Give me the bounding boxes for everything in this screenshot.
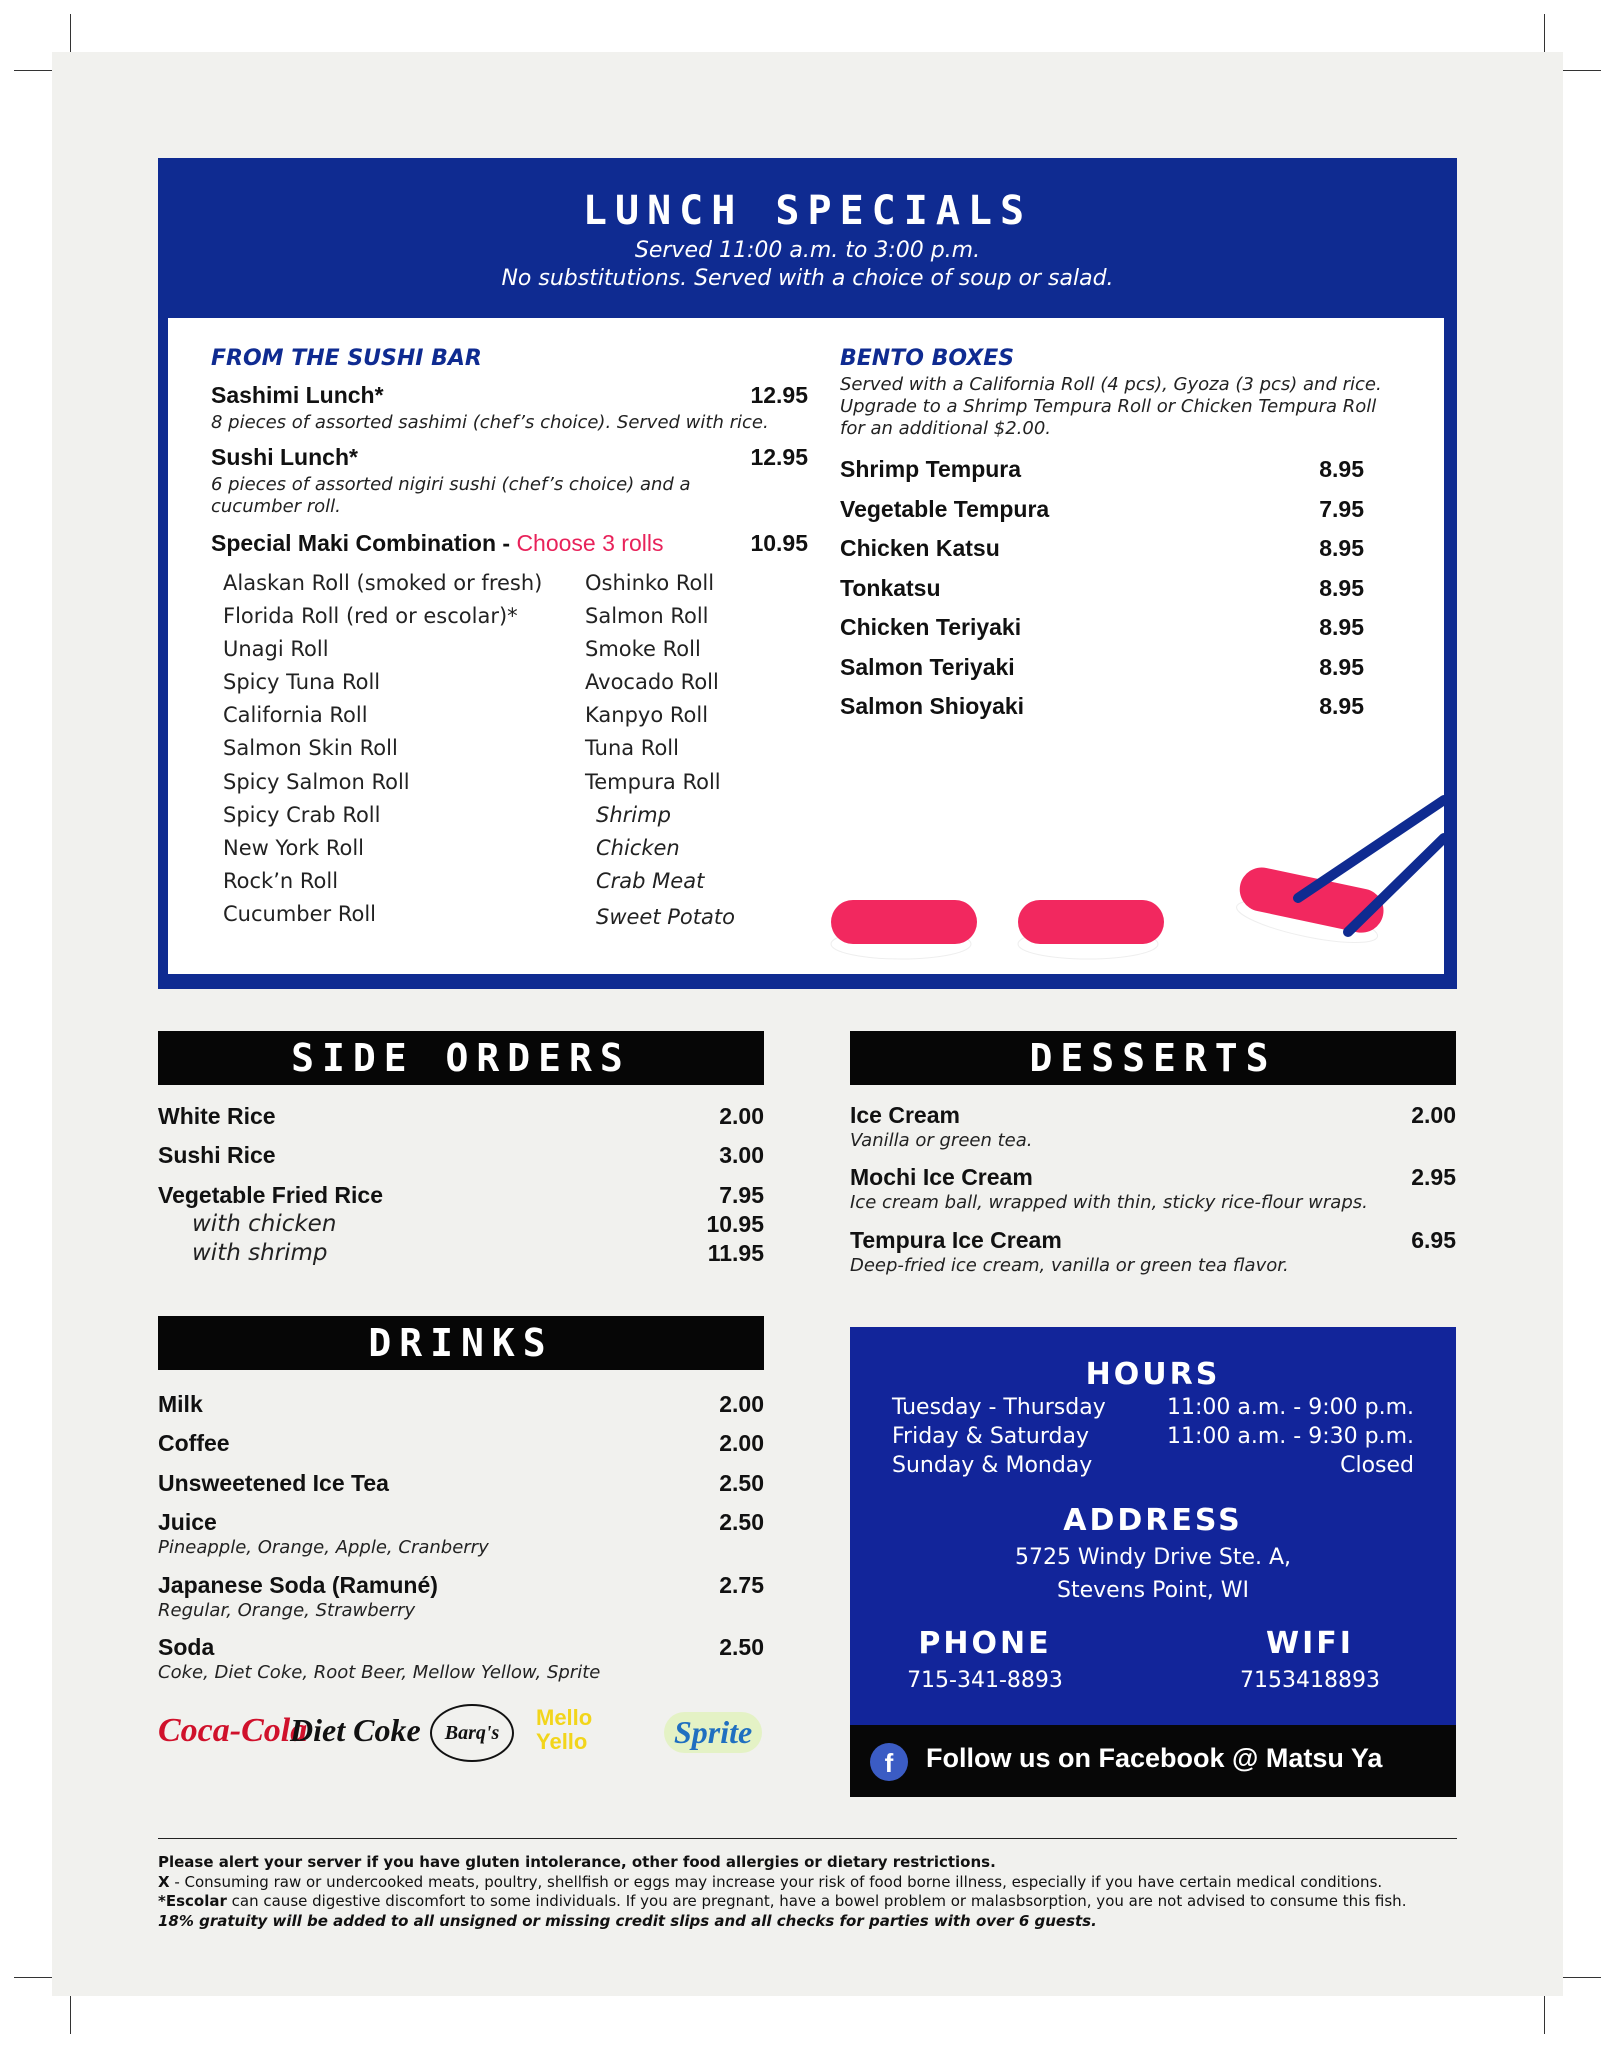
bento-desc: Upgrade to a Shrimp Tempura Roll or Chicken Tempura Roll <box>840 396 1377 417</box>
drink-item-price: 2.50 <box>719 1470 764 1496</box>
footer-line: 18% gratuity will be added to all unsigned or missing credit slips and all checks for parties with over 6 guests. <box>158 1911 1097 1930</box>
roll-item: Alaskan Roll (smoked or fresh) <box>223 571 543 595</box>
drink-item-name: Coffee <box>158 1430 230 1456</box>
footer-line <box>158 1873 1457 1893</box>
bento-item-price: 8.95 <box>1319 456 1364 482</box>
drink-item-name: Soda <box>158 1634 215 1660</box>
dessert-item-price: 6.95 <box>1411 1227 1456 1253</box>
sashimi-lunch-desc: 8 pieces of assorted sashimi (chef’s choice). Served with rice. <box>211 412 769 433</box>
drink-item-name: Juice <box>158 1509 217 1535</box>
side-item-name: White Rice <box>158 1103 276 1129</box>
drink-item-price: 2.75 <box>719 1572 764 1598</box>
desserts-title: DESSERTS <box>850 1031 1456 1085</box>
wifi-password: 7153418893 <box>1240 1668 1380 1693</box>
sushi-lunch-name: Sushi Lunch* <box>211 444 358 470</box>
drink-item-desc: Regular, Orange, Strawberry <box>158 1600 416 1621</box>
tempura-option: Chicken <box>596 836 680 860</box>
tempura-option: Sweet Potato <box>596 905 735 929</box>
maki-combination-label: Special Maki Combination - <box>211 530 517 556</box>
drink-item-name: Japanese Soda (Ramuné) <box>158 1572 438 1598</box>
bento-item-name: Shrimp Tempura <box>840 456 1022 482</box>
bento-heading: BENTO BOXES <box>840 346 1015 371</box>
lunch-inner-card <box>168 318 1444 974</box>
barqs-logo <box>430 1704 514 1762</box>
drink-item-price: 2.50 <box>719 1634 764 1660</box>
side-subitem-price: 11.95 <box>707 1240 764 1266</box>
hours-time: 11:00 a.m. - 9:30 p.m. <box>1167 1424 1414 1449</box>
lunch-specials-panel <box>158 158 1457 989</box>
footer-escolar-marker: *Escolar <box>158 1892 227 1910</box>
crop-mark <box>1557 70 1601 71</box>
side-item-price: 2.00 <box>719 1103 764 1129</box>
sushi-lunch-desc: cucumber roll. <box>211 496 341 517</box>
nigiri-sushi-with-chopsticks <box>1233 800 1444 951</box>
bento-item-name: Tonkatsu <box>840 575 941 601</box>
side-orders-title: SIDE ORDERS <box>158 1031 764 1085</box>
roll-item: Salmon Skin Roll <box>223 736 398 760</box>
lunch-subtitle: Served 11:00 a.m. to 3:00 p.m. <box>634 238 981 263</box>
hours-days: Tuesday - Thursday <box>892 1395 1106 1420</box>
chopstick <box>1298 800 1444 898</box>
roll-item: Tempura Roll <box>585 770 721 794</box>
crop-mark <box>70 1990 71 2034</box>
side-item-price: 7.95 <box>719 1182 764 1208</box>
roll-item: Tuna Roll <box>585 736 679 760</box>
lunch-subtitle: No substitutions. Served with a choice of soup or salad. <box>501 266 1114 291</box>
footer-line <box>158 1892 1457 1912</box>
bento-item-price: 8.95 <box>1319 575 1364 601</box>
tempura-option: Shrimp <box>596 803 671 827</box>
info-panel <box>850 1327 1456 1797</box>
roll-item: Spicy Crab Roll <box>223 803 381 827</box>
dessert-item-desc: Vanilla or green tea. <box>850 1130 1033 1151</box>
mello-yello-logo-text: Mello Yello <box>536 1706 593 1754</box>
roll-item: Avocado Roll <box>585 670 719 694</box>
roll-item: Spicy Tuna Roll <box>223 670 381 694</box>
bento-item-name: Chicken Teriyaki <box>840 614 1022 640</box>
sashimi-lunch-price: 12.95 <box>750 382 808 408</box>
dessert-item-price: 2.00 <box>1411 1102 1456 1128</box>
tempura-option: Crab Meat <box>596 869 705 893</box>
roll-item: Kanpyo Roll <box>585 703 709 727</box>
roll-item: New York Roll <box>223 836 365 860</box>
roll-item: Rock’n Roll <box>223 869 339 893</box>
facebook-bar[interactable] <box>850 1725 1456 1797</box>
side-subitem-name: with chicken <box>192 1211 337 1237</box>
bento-item-name: Chicken Katsu <box>840 535 1000 561</box>
bento-item-price: 8.95 <box>1319 654 1364 680</box>
crop-mark <box>1557 1977 1601 1978</box>
bento-item-name: Vegetable Tempura <box>840 496 1050 522</box>
side-subitem-price: 10.95 <box>706 1211 764 1237</box>
facebook-text: Follow us on Facebook @ Matsu Ya <box>926 1743 1383 1773</box>
footer-line-text: - Consuming raw or undercooked meats, poultry, shellfish or eggs may increase your risk of food borne illness, especially if you have certain medical conditions. <box>169 1872 1383 1891</box>
address-line: Stevens Point, WI <box>1057 1578 1249 1603</box>
facebook-icon: f <box>870 1743 908 1781</box>
sushi-illustration <box>828 718 1444 974</box>
choose-rolls-note: Choose 3 rolls <box>516 530 664 556</box>
roll-item: Unagi Roll <box>223 637 329 661</box>
address-line: 5725 Windy Drive Ste. A, <box>1014 1545 1292 1570</box>
sushi-bar-heading: FROM THE SUSHI BAR <box>211 346 482 371</box>
drink-item-desc: Pineapple, Orange, Apple, Cranberry <box>158 1537 489 1558</box>
dessert-item-name: Tempura Ice Cream <box>850 1227 1062 1253</box>
lunch-title: LUNCH SPECIALS <box>582 188 1033 234</box>
barqs-logo-text: Barq's <box>444 1722 500 1744</box>
roll-item: Florida Roll (red or escolar)* <box>223 604 518 628</box>
dessert-item-price: 2.95 <box>1411 1164 1456 1190</box>
phone-title: PHONE <box>918 1626 1052 1661</box>
bento-item-name: Salmon Teriyaki <box>840 654 1015 680</box>
drink-item-desc: Coke, Diet Coke, Root Beer, Mellow Yellow, Sprite <box>158 1662 601 1683</box>
roll-item: Cucumber Roll <box>223 902 377 926</box>
wifi-title: WIFI <box>1266 1626 1354 1661</box>
nigiri-sushi <box>831 900 977 959</box>
hours-title: HOURS <box>1085 1357 1221 1392</box>
footer-line-text: can cause digestive discomfort to some individuals. If you are pregnant, have a bowel problem or malasbsorption, you are not advised to consume this fish. <box>226 1892 1407 1910</box>
bento-item-name: Salmon Shioyaki <box>840 693 1025 719</box>
maki-combination-name <box>211 530 663 557</box>
drink-item-price: 2.50 <box>719 1509 764 1535</box>
drink-item-name: Unsweetened Ice Tea <box>158 1470 389 1496</box>
side-item-name: Vegetable Fried Rice <box>158 1182 383 1208</box>
roll-item: Oshinko Roll <box>585 571 715 595</box>
hours-days: Friday & Saturday <box>892 1424 1089 1449</box>
roll-item: California Roll <box>223 703 368 727</box>
sushi-lunch-desc: 6 pieces of assorted nigiri sushi (chef’s choice) and a <box>211 474 691 495</box>
roll-item: Salmon Roll <box>585 604 709 628</box>
hours-days: Sunday & Monday <box>892 1453 1093 1478</box>
sushi-lunch-price: 12.95 <box>750 444 808 470</box>
coca-cola-logo: Coca-Cola <box>158 1712 308 1749</box>
drinks-title: DRINKS <box>158 1316 764 1370</box>
dessert-item-desc: Ice cream ball, wrapped with thin, sticky rice-flour wraps. <box>850 1192 1368 1213</box>
roll-item: Smoke Roll <box>585 637 701 661</box>
drink-item-price: 2.00 <box>719 1391 764 1417</box>
dessert-item-desc: Deep-fried ice cream, vanilla or green tea flavor. <box>850 1255 1289 1276</box>
bento-item-price: 8.95 <box>1319 614 1364 640</box>
side-item-name: Sushi Rice <box>158 1142 276 1168</box>
bento-item-price: 8.95 <box>1319 535 1364 561</box>
maki-combination-price: 10.95 <box>750 530 808 556</box>
footer-x-marker: X <box>158 1872 170 1891</box>
drink-item-name: Milk <box>158 1391 203 1417</box>
hours-time: 11:00 a.m. - 9:00 p.m. <box>1167 1395 1414 1420</box>
nigiri-sushi <box>1018 900 1164 959</box>
address-title: ADDRESS <box>1063 1503 1243 1538</box>
roll-item: Spicy Salmon Roll <box>223 770 410 794</box>
sprite-logo: Sprite <box>664 1712 762 1753</box>
drink-item-price: 2.00 <box>719 1430 764 1456</box>
bento-desc: Served with a California Roll (4 pcs), Gyoza (3 pcs) and rice. <box>840 374 1382 395</box>
hours-time: Closed <box>1340 1453 1414 1478</box>
bento-desc: for an additional $2.00. <box>840 418 1051 439</box>
footer-line: Please alert your server if you have gluten intolerance, other food allergies or dietary restrictions. <box>158 1853 996 1871</box>
dessert-item-name: Mochi Ice Cream <box>850 1164 1033 1190</box>
diet-coke-logo: Diet Coke <box>290 1712 421 1748</box>
sashimi-lunch-name: Sashimi Lunch* <box>211 382 384 408</box>
mello-yello-logo <box>536 1706 644 1756</box>
crop-mark <box>1544 1990 1545 2034</box>
bento-item-price: 7.95 <box>1319 496 1364 522</box>
side-item-price: 3.00 <box>719 1142 764 1168</box>
phone-number: 715-341-8893 <box>907 1668 1063 1693</box>
footer-notes <box>158 1838 1457 1931</box>
dessert-item-name: Ice Cream <box>850 1102 960 1128</box>
bento-item-price: 8.95 <box>1319 693 1364 719</box>
side-subitem-name: with shrimp <box>192 1240 328 1266</box>
